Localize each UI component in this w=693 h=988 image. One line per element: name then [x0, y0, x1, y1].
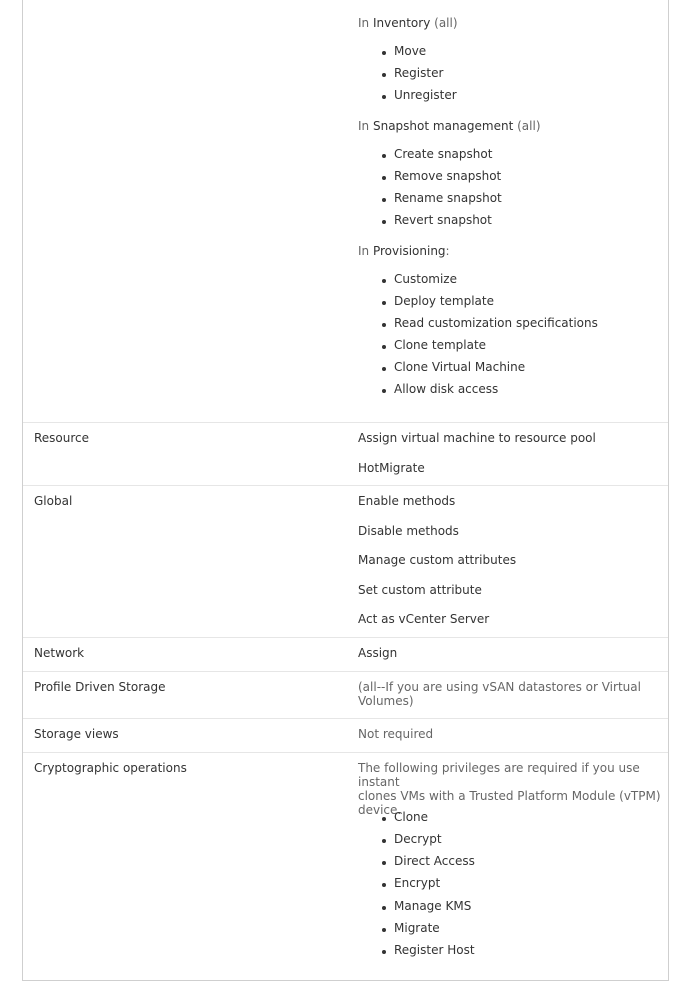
note-line: (all--If you are using vSAN datastores or Virtual	[358, 680, 641, 694]
list-item: Manage KMS	[394, 899, 472, 913]
list-item: Move	[394, 44, 427, 58]
list-item: Revert snapshot	[394, 213, 492, 227]
provisioning-suffix: :	[445, 244, 450, 258]
bullet-icon	[382, 198, 386, 202]
provisioning-heading	[358, 244, 450, 258]
privilege-text: Assign	[358, 646, 398, 660]
bullet-icon	[382, 861, 386, 865]
table-row-virtual-machine	[23, 0, 668, 422]
in-prefix: In	[358, 119, 370, 133]
bullet-icon	[382, 220, 386, 224]
list-item: Migrate	[394, 921, 440, 935]
profile-storage-note	[358, 680, 663, 708]
note-line: device.	[358, 803, 402, 817]
bullet-icon	[382, 950, 386, 954]
bullet-icon	[382, 839, 386, 843]
list-item: Read customization specifications	[394, 316, 598, 330]
list-item: Deploy template	[394, 294, 495, 308]
bullet-icon	[382, 883, 386, 887]
category-label: Profile Driven Storage	[34, 680, 166, 694]
note-line: The following privileges are required if you use instant	[358, 761, 640, 789]
inventory-suffix: (all)	[434, 16, 458, 30]
category-label: Resource	[34, 431, 90, 445]
privileges-table	[22, 0, 669, 981]
provisioning-title: Provisioning	[372, 244, 446, 258]
snapshot-title: Snapshot management	[372, 119, 514, 133]
privilege-text: Act as vCenter Server	[358, 612, 490, 626]
list-item: Clone template	[394, 338, 487, 352]
table-row-storage-views	[23, 718, 668, 752]
category-label: Cryptographic operations	[34, 761, 187, 775]
list-item: Encrypt	[394, 876, 441, 890]
privilege-text: Disable methods	[358, 524, 459, 538]
list-item: Rename snapshot	[394, 191, 502, 205]
list-item: Remove snapshot	[394, 169, 502, 183]
crypto-note	[358, 761, 663, 817]
bullet-icon	[382, 928, 386, 932]
list-item: Clone	[394, 810, 429, 824]
list-item: Create snapshot	[394, 147, 493, 161]
bullet-icon	[382, 51, 386, 55]
bullet-icon	[382, 73, 386, 77]
table-row-network	[23, 637, 668, 671]
note-line: Volumes)	[358, 694, 414, 708]
storage-views-note: Not required	[358, 727, 434, 741]
vm-privileges-cell	[358, 0, 663, 422]
note-line: clones VMs with a Trusted Platform Module (vTPM)	[358, 789, 661, 803]
bullet-icon	[382, 389, 386, 393]
table-row-cryptographic-operations	[23, 752, 668, 981]
snapshot-heading	[358, 119, 541, 133]
snapshot-suffix: (all)	[517, 119, 541, 133]
bullet-icon	[382, 367, 386, 371]
category-label: Global	[34, 494, 73, 508]
bullet-icon	[382, 154, 386, 158]
bullet-icon	[382, 279, 386, 283]
bullet-icon	[382, 906, 386, 910]
bullet-icon	[382, 323, 386, 327]
privilege-text: Set custom attribute	[358, 583, 482, 597]
bullet-icon	[382, 95, 386, 99]
list-item: Allow disk access	[394, 382, 499, 396]
bullet-icon	[382, 345, 386, 349]
privilege-text: HotMigrate	[358, 461, 425, 475]
category-label: Storage views	[34, 727, 119, 741]
in-prefix: In	[358, 16, 370, 30]
table-row-global	[23, 485, 668, 637]
list-item: Register Host	[394, 943, 475, 957]
privilege-text: Assign virtual machine to resource pool	[358, 431, 596, 445]
list-item: Clone Virtual Machine	[394, 360, 526, 374]
bullet-icon	[382, 817, 386, 821]
list-item: Direct Access	[394, 854, 475, 868]
list-item: Decrypt	[394, 832, 442, 846]
list-item: Unregister	[394, 88, 457, 102]
list-item: Register	[394, 66, 444, 80]
table-row-profile-driven-storage	[23, 671, 668, 718]
bullet-icon	[382, 176, 386, 180]
bullet-icon	[382, 301, 386, 305]
privilege-text: Manage custom attributes	[358, 553, 517, 567]
list-item: Customize	[394, 272, 457, 286]
category-label: Network	[34, 646, 85, 660]
inventory-heading	[358, 16, 458, 30]
in-prefix: In	[358, 244, 370, 258]
privilege-text: Enable methods	[358, 494, 456, 508]
table-row-resource	[23, 422, 668, 485]
inventory-title: Inventory	[372, 16, 431, 30]
